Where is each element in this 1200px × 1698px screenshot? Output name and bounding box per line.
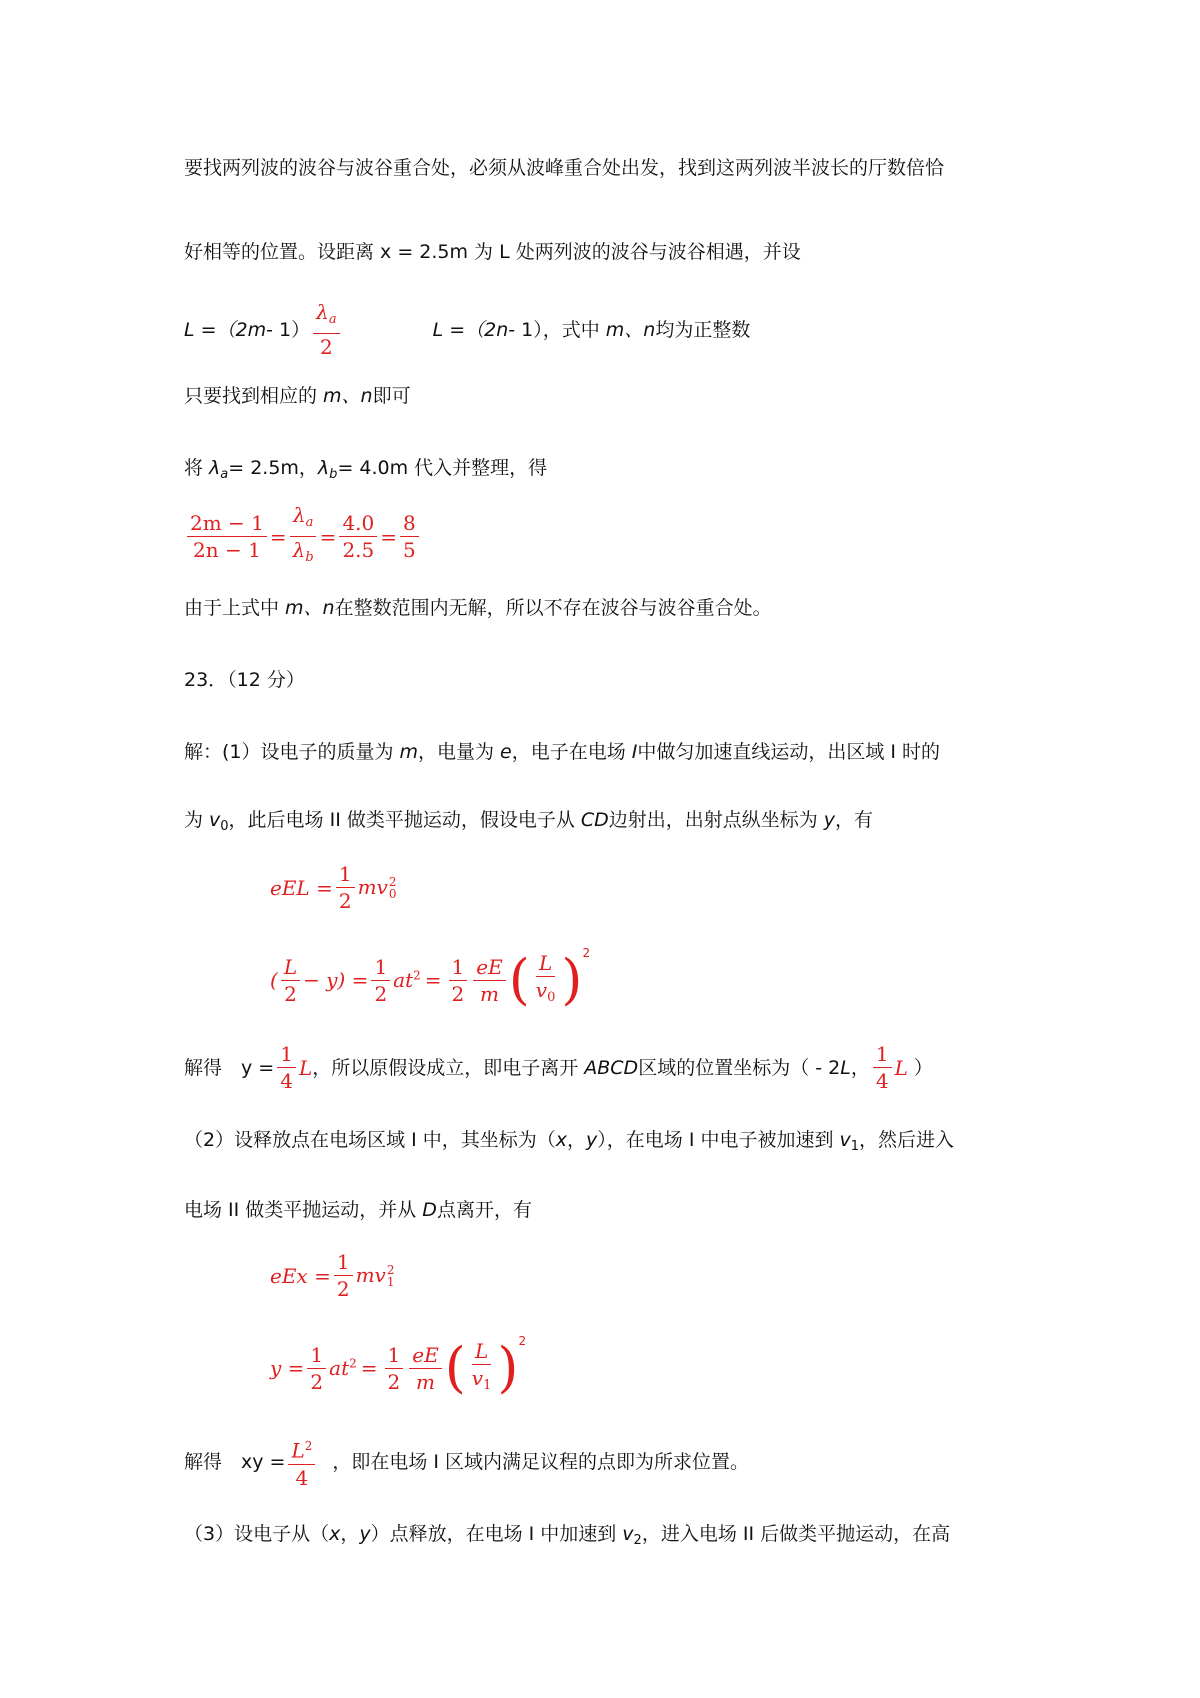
paragraph-line bbox=[184, 384, 411, 408]
fraction bbox=[336, 862, 355, 913]
numerator: 1 bbox=[449, 955, 468, 981]
denominator: 2 bbox=[387, 1369, 401, 1394]
denominator: 2 bbox=[374, 981, 388, 1006]
denominator: 2 bbox=[320, 335, 333, 359]
lambda-b: $\lambda_b$ bbox=[317, 457, 338, 482]
denominator: 2 bbox=[336, 1277, 350, 1301]
var-y: y bbox=[586, 1129, 598, 1151]
denominator: 2 bbox=[284, 981, 297, 1006]
fraction bbox=[469, 1339, 495, 1398]
text: ，电子在电场 bbox=[511, 741, 626, 763]
paragraph-line bbox=[184, 456, 547, 487]
equals: = bbox=[269, 524, 287, 549]
field-label: I bbox=[631, 741, 638, 763]
fraction bbox=[385, 1343, 404, 1394]
question-heading bbox=[184, 668, 305, 692]
var-e: e bbox=[500, 741, 512, 763]
numerator: eE bbox=[473, 955, 505, 981]
text: ，有 bbox=[835, 809, 874, 831]
text: ，即在电场 I 区域内满足议程的点即为所求位置。 bbox=[332, 1450, 750, 1473]
var-m: m bbox=[399, 741, 419, 763]
numerator: 1 bbox=[371, 955, 390, 981]
denominator: m bbox=[416, 1369, 435, 1394]
text: 要找两列波的波谷与波谷重合处，必须从波峰重合处出发，找到这两列波半波长的厅数倍恰 bbox=[184, 157, 945, 179]
numerator: 2m − 1 bbox=[187, 511, 267, 537]
paragraph-line bbox=[184, 596, 772, 620]
paragraph-line bbox=[184, 808, 873, 839]
var-L: L bbox=[840, 1056, 851, 1079]
fraction bbox=[277, 1042, 296, 1093]
text: ， bbox=[340, 1523, 360, 1545]
fraction bbox=[449, 955, 468, 1006]
numerator: 1 bbox=[336, 862, 355, 888]
denominator: 4 bbox=[280, 1069, 293, 1093]
fraction bbox=[290, 503, 317, 570]
exponent: 2 bbox=[518, 1334, 527, 1348]
big-paren: ( bbox=[508, 948, 530, 1011]
big-paren: ) bbox=[497, 1336, 519, 1399]
text: 将 bbox=[184, 457, 204, 479]
vars: m、n bbox=[323, 385, 373, 407]
denominator: 2 bbox=[451, 981, 465, 1006]
fraction bbox=[281, 955, 300, 1006]
text: 电场 II 做类平抛运动，并从 bbox=[184, 1199, 417, 1221]
text: = 2.5m， bbox=[228, 457, 318, 479]
denominator: $v_1$ bbox=[471, 1365, 492, 1393]
text: 在整数范围内无解，所以不存在波谷与波谷重合处。 bbox=[334, 597, 772, 619]
equals: = bbox=[424, 968, 442, 992]
denominator: 2.5 bbox=[342, 538, 375, 562]
numerator: $L^2$ bbox=[288, 1434, 315, 1465]
text: ，然后进入 bbox=[859, 1129, 955, 1151]
vars: m、n bbox=[285, 597, 335, 619]
region-label: ABCD bbox=[584, 1056, 639, 1079]
denominator: $\lambda_b$ bbox=[292, 538, 314, 565]
fraction bbox=[288, 1434, 315, 1490]
var-L: L bbox=[894, 1055, 908, 1080]
fraction bbox=[187, 511, 267, 562]
text: - 1），式中 bbox=[508, 318, 600, 341]
numerator: 1 bbox=[277, 1042, 296, 1068]
ratio-equation bbox=[184, 503, 422, 570]
fraction bbox=[313, 300, 339, 359]
var-x: x bbox=[329, 1523, 341, 1545]
text: 点离开，有 bbox=[436, 1199, 532, 1221]
paragraph-line bbox=[184, 1522, 950, 1553]
at-squared: $at^2$ bbox=[329, 1356, 357, 1380]
denominator: m bbox=[480, 981, 499, 1006]
fraction bbox=[533, 951, 559, 1010]
text: ），在电场 I 中电子被加速到 bbox=[597, 1129, 834, 1151]
text: 中做匀加速直线运动，出区域 I 时的 bbox=[637, 741, 941, 763]
var-y: y bbox=[823, 809, 836, 831]
text: 23．（12 分） bbox=[184, 669, 305, 691]
text: ，电量为 bbox=[418, 741, 495, 763]
equation-y bbox=[270, 1334, 527, 1399]
text: ， bbox=[567, 1129, 587, 1151]
text: 为 bbox=[184, 809, 204, 831]
mv0-squared: mv 2 0 bbox=[357, 874, 397, 902]
text: 边射出，出射点纵坐标为 bbox=[608, 809, 818, 831]
fraction bbox=[334, 1250, 353, 1301]
var-L: L bbox=[298, 1055, 313, 1080]
var-x: x bbox=[555, 1129, 568, 1151]
text: 只要找到相应的 bbox=[184, 385, 318, 407]
fraction bbox=[873, 1042, 892, 1093]
text: ，进入电场 II 后做类平抛运动，在高 bbox=[641, 1523, 951, 1545]
lhs: eEx = bbox=[270, 1263, 331, 1288]
text: = 4.0m 代入并整理，得 bbox=[337, 457, 548, 479]
big-paren: ) bbox=[561, 948, 583, 1011]
fraction bbox=[409, 1343, 441, 1394]
text: 解：(1）设电子的质量为 bbox=[184, 741, 394, 763]
fraction bbox=[339, 511, 377, 562]
text: 由于上式中 bbox=[184, 597, 280, 619]
lhs: eEL = bbox=[270, 875, 333, 900]
equation-eEx bbox=[270, 1250, 394, 1301]
numerator: 4.0 bbox=[339, 511, 377, 537]
var-m: m bbox=[247, 318, 267, 341]
denominator: 2 bbox=[338, 889, 352, 913]
equals: = bbox=[360, 1356, 378, 1380]
numerator: L bbox=[536, 951, 555, 977]
denominator: 4 bbox=[295, 1465, 309, 1490]
text: （2）设释放点在电场区域 I 中，其坐标为（ bbox=[184, 1129, 556, 1151]
text: L =（2 bbox=[432, 318, 497, 341]
numerator: 8 bbox=[400, 511, 419, 537]
text: ）点释放，在电场 I 中加速到 bbox=[370, 1523, 617, 1545]
text: 即可 bbox=[372, 385, 411, 407]
v1: $v_1$ bbox=[839, 1129, 860, 1154]
paragraph-line bbox=[184, 1198, 532, 1222]
numerator: $\lambda_a$ bbox=[290, 503, 316, 537]
text: ） bbox=[913, 1056, 933, 1079]
text: 解得 y = bbox=[184, 1056, 275, 1079]
numerator: $\lambda_a$ bbox=[313, 300, 339, 334]
numerator: 1 bbox=[385, 1343, 404, 1369]
text: ， bbox=[850, 1056, 870, 1079]
equals: = bbox=[319, 524, 337, 549]
numerator: 1 bbox=[334, 1250, 353, 1276]
fraction bbox=[473, 955, 505, 1006]
denominator: 2 bbox=[310, 1369, 324, 1394]
denominator: 4 bbox=[875, 1069, 889, 1093]
v0: $v_0$ bbox=[209, 809, 229, 834]
fraction bbox=[371, 955, 390, 1006]
fraction bbox=[400, 511, 419, 562]
text: （3）设电子从（ bbox=[184, 1523, 330, 1545]
text: 解得 xy = bbox=[184, 1450, 286, 1473]
text: - 1） bbox=[266, 318, 311, 341]
text: − y) = bbox=[303, 968, 369, 992]
text: 区域的位置坐标为（ - 2 bbox=[638, 1056, 841, 1079]
numerator: 1 bbox=[873, 1042, 892, 1068]
numerator: L bbox=[472, 1339, 491, 1365]
paragraph-line bbox=[184, 240, 801, 264]
equation-eEL bbox=[270, 862, 396, 913]
lambda-a: $\lambda_a$ bbox=[209, 457, 229, 482]
exponent: 2 bbox=[582, 946, 591, 960]
numerator: 1 bbox=[307, 1343, 326, 1369]
equals: = bbox=[380, 524, 398, 549]
text: 好相等的位置。设距离 x = 2.5m 为 L 处两列波的波谷与波谷相遇，并设 bbox=[184, 241, 801, 263]
denominator: 2n − 1 bbox=[193, 538, 261, 562]
paragraph-line bbox=[184, 740, 940, 764]
lhs: y = bbox=[270, 1356, 305, 1380]
result-line bbox=[184, 1434, 749, 1490]
equation-displacement bbox=[270, 946, 591, 1011]
paragraph-line bbox=[184, 156, 944, 180]
big-paren: ( bbox=[444, 1336, 466, 1399]
result-line bbox=[184, 1042, 933, 1093]
edge-label: CD bbox=[580, 809, 609, 831]
text: ，此后电场 II 做类平抛运动，假设电子从 bbox=[228, 809, 575, 831]
mv1-squared: mv 2 1 bbox=[355, 1262, 395, 1290]
text: 均为正整数 bbox=[655, 318, 751, 341]
paragraph-line bbox=[184, 1128, 954, 1159]
point-label: D bbox=[422, 1199, 437, 1221]
text: L =（2 bbox=[184, 318, 248, 341]
denominator: $v_0$ bbox=[535, 977, 556, 1005]
paren: ( bbox=[270, 968, 278, 992]
numerator: eE bbox=[409, 1343, 441, 1369]
at-squared: $at^2$ bbox=[393, 968, 421, 992]
text: ，所以原假设成立，即电子离开 bbox=[312, 1056, 579, 1079]
v2: $v_2$ bbox=[622, 1523, 642, 1548]
var-y: y bbox=[359, 1523, 371, 1545]
fraction bbox=[307, 1343, 326, 1394]
vars: m、n bbox=[605, 318, 656, 341]
var-n: n bbox=[496, 318, 509, 341]
denominator: 5 bbox=[403, 538, 416, 562]
numerator: L bbox=[281, 955, 300, 981]
equation-line bbox=[184, 300, 750, 359]
